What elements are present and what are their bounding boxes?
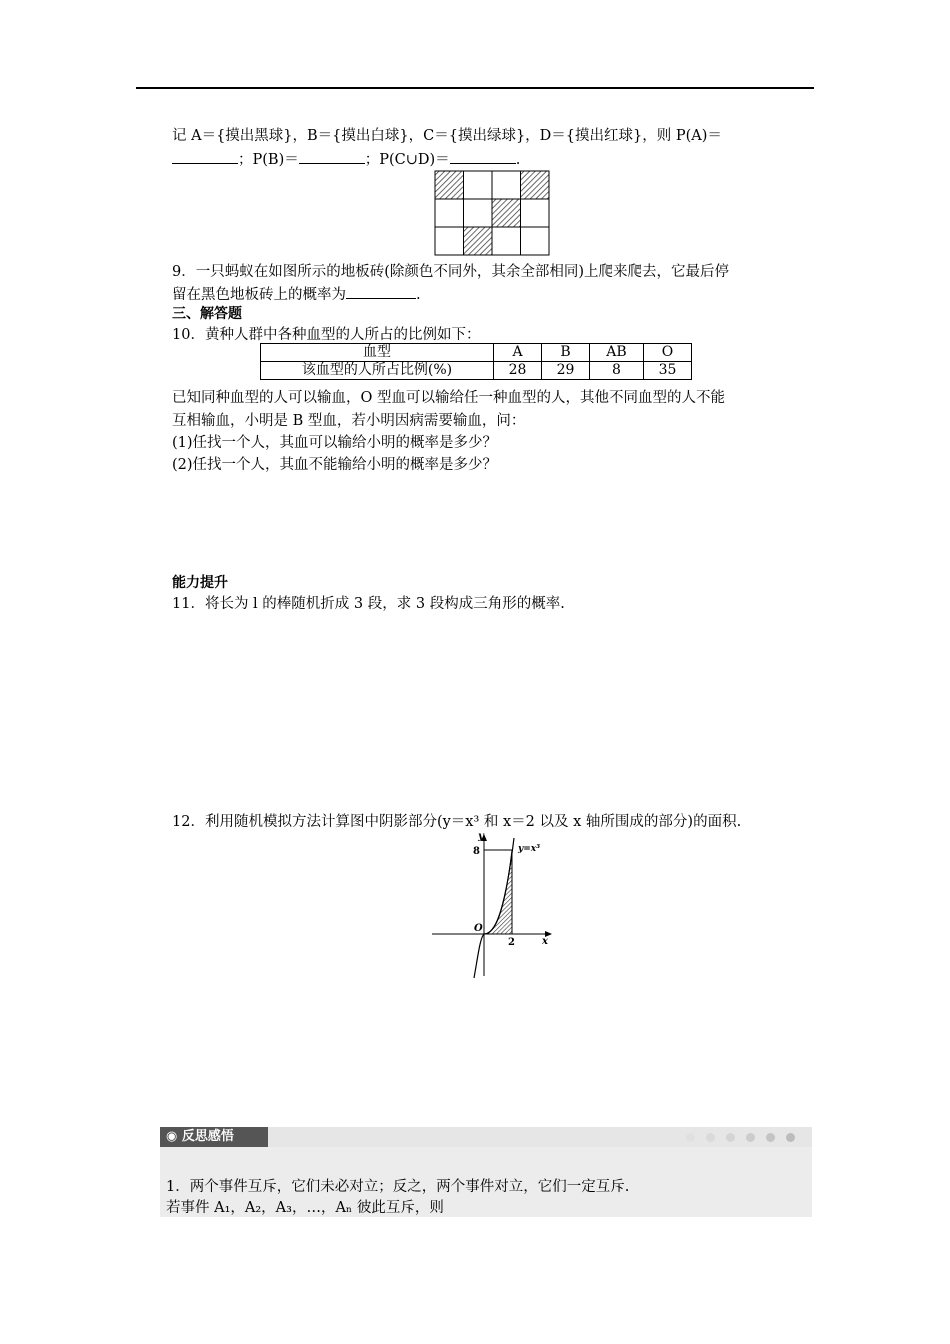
section-title-answers: 三、解答题 (172, 306, 242, 322)
table-cell: A (494, 344, 542, 362)
curve-label: y=x³ (518, 844, 541, 854)
q8-end: . (515, 152, 521, 168)
table-cell: 28 (494, 362, 542, 380)
banner-dot (726, 1133, 735, 1142)
answer-blank-pcd[interactable] (450, 149, 516, 164)
reflection-banner (160, 1127, 812, 1147)
table-cell: 8 (590, 362, 644, 380)
banner-dot (746, 1133, 755, 1142)
q8-line1: 记 A＝{摸出黑球}，B＝{摸出白球}，C＝{摸出绿球}，D＝{摸出红球}，则 P(A)＝ (172, 128, 722, 144)
cubic-graph-figure (428, 828, 558, 980)
q10-intro: 10．黄种人群中各种血型的人所占的比例如下： (172, 327, 481, 343)
y-axis-label: y (478, 831, 484, 842)
table-cell: 该血型的人所占比例(%) (261, 362, 494, 380)
header-rule (136, 87, 814, 89)
q8-line2 (172, 149, 520, 170)
q9-line1: 9．一只蚂蚁在如图所示的地板砖(除颜色不同外，其余全部相同)上爬来爬去，它最后停 (172, 264, 730, 280)
q10-sub2: (2)任找一个人，其血不能输给小明的概率是多少？ (172, 457, 498, 473)
table-cell: AB (590, 344, 644, 362)
table-cell: O (644, 344, 692, 362)
reflection-line1: 1．两个事件互斥，它们未必对立；反之，两个事件对立，它们一定互斥. (166, 1179, 630, 1195)
answer-blank-q9[interactable] (346, 284, 416, 299)
q8-pcd-label: ；P(C∪D)＝ (364, 152, 450, 168)
table-cell: 29 (542, 362, 590, 380)
table-row (261, 362, 692, 380)
table-cell: 血型 (261, 344, 494, 362)
x-axis-label: x (542, 936, 548, 947)
reflection-line2: 若事件 A₁，A₂，A₃，…，Aₙ 彼此互斥，则 (166, 1200, 444, 1216)
banner-dot (686, 1133, 695, 1142)
q12-text: 12．利用随机模拟方法计算图中阴影部分(y＝x³ 和 x＝2 以及 x 轴所围成的部分)的面积. (172, 814, 742, 830)
q10-sub1: (1)任找一个人，其血可以输给小明的概率是多少？ (172, 435, 498, 451)
q9-line2 (172, 284, 421, 305)
table-cell: 35 (644, 362, 692, 380)
banner-dot (706, 1133, 715, 1142)
q10-line2: 互相输血，小明是 B 型血，若小明因病需要输血，问： (172, 413, 526, 429)
tile-black (464, 227, 493, 255)
x-tick-2: 2 (508, 937, 515, 948)
floor-tile-figure (434, 170, 551, 256)
banner-dot (766, 1133, 775, 1142)
blood-type-table (260, 343, 692, 380)
reflection-banner-label: ◉ 反思感悟 (160, 1127, 268, 1147)
q11-text: 11．将长为 l 的棒随机折成 3 段，求 3 段构成三角形的概率. (172, 596, 565, 612)
tile-black (521, 171, 550, 199)
answer-blank-pb[interactable] (299, 149, 365, 164)
shaded-region (484, 850, 512, 934)
tile-black (435, 171, 464, 199)
section-title-ability: 能力提升 (172, 575, 228, 591)
tile-black (492, 199, 521, 227)
q8-pb-label: ；P(B)＝ (238, 152, 299, 168)
table-header-row (261, 344, 692, 362)
q9-text: 留在黑色地板砖上的概率为 (172, 287, 346, 303)
reflection-box (160, 1147, 812, 1217)
origin-label: O (474, 923, 483, 934)
table-cell: B (542, 344, 590, 362)
banner-dot (786, 1133, 795, 1142)
answer-blank-pa[interactable] (172, 149, 238, 164)
q9-end: . (416, 287, 421, 303)
y-tick-8: 8 (473, 846, 480, 857)
q10-line1: 已知同种血型的人可以输血，O 型血可以输给任一种血型的人，其他不同血型的人不能 (172, 390, 725, 406)
